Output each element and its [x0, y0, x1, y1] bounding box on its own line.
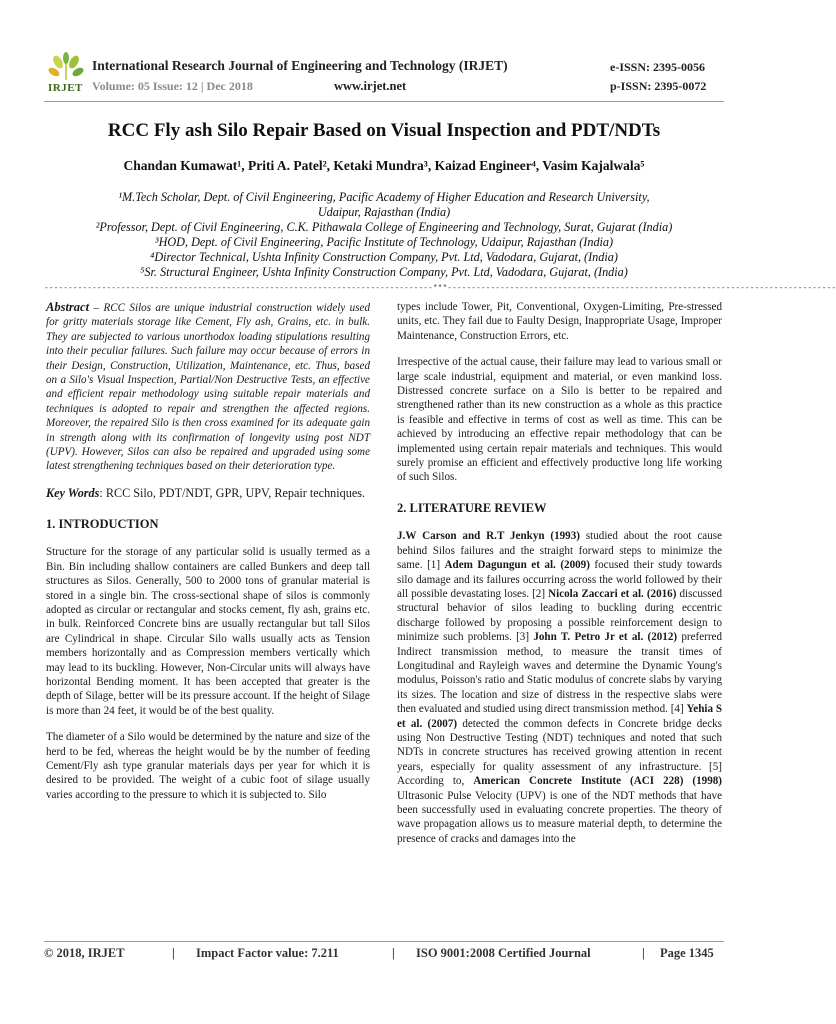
section-separator: ---------------------------------------------------------------------------------***--------------------------------------------------------------------------------- — [44, 284, 836, 293]
footer-copyright: © 2018, IRJET — [44, 946, 125, 960]
left-column — [46, 300, 370, 814]
citation-author: John T. Petro Jr et al. (2012) — [533, 631, 678, 644]
footer-iso: ISO 9001:2008 Certified Journal — [416, 946, 591, 960]
abstract — [46, 300, 370, 474]
affiliation-line: ¹M.Tech Scholar, Dept. of Civil Engineering, Pacific Academy of Higher Education and Research University, — [118, 190, 650, 204]
abstract-label: Abstract — [46, 300, 90, 314]
intro-paragraph: Structure for the storage of any particular solid is usually termed as a Bin. Bin including shallow containers are called Bunkers and deep tall structures as Silos. Generally, 500 to 2000 tons of granular material is stored in a single bin. The cross-sectional shape of silos is commonly adopted as circular or rectangular and stocks cement, fly ash, grains etc. in bulk. Reinforced Concrete bins are usually rectangular but tall Silos are Cylindrical in shape. Circular Silo walls usually acts as Tension members horizontally and as Compression members vertically which may lead to its buckling. However, Non-Circular units will always have horizontal Bending moment. It has been accepted that greater is the depth of Silage, better will be its pressure account. If the height of Silage is more than 24 feet, it would be of the best quality. — [46, 546, 370, 717]
right-column — [397, 300, 722, 858]
citation-author: American Concrete Institute (ACI 228) (1998) — [473, 775, 722, 788]
footer-separator: | — [642, 946, 645, 960]
journal-header — [44, 52, 724, 102]
citation-author: Yehia S et al. (2007) — [397, 703, 722, 730]
logo-text: IRJET — [48, 82, 83, 94]
e-issn: e-ISSN: 2395-0056 — [610, 60, 705, 74]
citation-text: Ultrasonic Pulse Velocity (UPV) is one of the NDT methods that have been successfully used in evaluating concrete properties. The theory of wave propagation allows us to measure material depth, to determine the presence of cracks and damages into the — [397, 789, 722, 845]
citation-text: studied about the root cause behind Silos failures and the straight forward steps to minimize the same. [1] — [397, 530, 723, 572]
intro-paragraph: The diameter of a Silo would be determined by the nature and size of the herd to be fed, whereas the height would be by the number of feeding Cement/Fly ash type granular materials days per year for which it is desired to be provided. The weight of a cubic foot of silage usually varies according to the pressure to which it is subjected to. Silo — [46, 731, 370, 801]
citation-author: Adem Dagungun et al. (2009) — [444, 559, 590, 572]
intro-heading: 1. INTRODUCTION — [46, 516, 159, 531]
literature-heading: 2. LITERATURE REVIEW — [397, 500, 547, 515]
affiliation-line: ⁵Sr. Structural Engineer, Ushta Infinity Construction Company, Pvt. Ltd, Vadodara, Gujarat, (India) — [140, 265, 628, 279]
footer-separator: | — [172, 946, 175, 960]
affiliation-line: ³HOD, Dept. of Civil Engineering, Pacific Institute of Technology, Udaipur, Rajasthan (India) — [154, 235, 614, 249]
paper-title: RCC Fly ash Silo Repair Based on Visual Inspection and PDT/NDTs — [107, 120, 661, 141]
literature-paragraph — [397, 529, 722, 846]
affiliation-line: Udaipur, Rajasthan (India) — [317, 205, 451, 219]
p-issn: p-ISSN: 2395-0072 — [610, 79, 707, 93]
affiliations — [44, 190, 724, 280]
keywords-text: : RCC Silo, PDT/NDT, GPR, UPV, Repair techniques. — [99, 485, 366, 500]
citation-text: preferred Indirect transmission method, to measure the transit times of Longitudinal and Rayleigh waves and determine the Dynamic Young's modulus, Poisson's ratio and Static modulus of concrete slabs by varying its sizes. The location and size of distress in the respective slabs were then evaluated and studied using direct transmission method. [4] — [397, 631, 722, 716]
keywords — [46, 486, 370, 501]
affiliation-line: ²Professor, Dept. of Civil Engineering, C.K. Pithawala College of Engineering and Technology, Surat, Gujarat (India) — [95, 220, 673, 234]
citation-text: discussed structural behavior of silos leading to buckling during eccentric discharge followed by proposing a possible reinforcement design to minimize such problems. [3] — [397, 587, 723, 644]
footer-rule — [44, 941, 724, 942]
journal-name: International Research Journal of Engineering and Technology (IRJET) — [92, 58, 508, 73]
journal-issue: Volume: 05 Issue: 12 | Dec 2018 — [92, 79, 253, 93]
keywords-label: Key Words — [46, 485, 100, 500]
header-rule — [44, 101, 724, 102]
paper-authors: Chandan Kumawat¹, Priti A. Patel², Ketaki Mundra³, Kaizad Engineer⁴, Vasim Kajalwala⁵ — [123, 158, 645, 173]
citation-text: detected the common defects in Concrete bridge decks using Non Destructive Testing (NDT) techniques and noted that such NDTs in concrete structures has received growing attention in recent years, especially for quality assessment of any infrastructure. [5] According to, — [397, 717, 722, 788]
citation-author: J.W Carson and R.T Jenkyn (1993) — [397, 530, 580, 543]
body-paragraph: Irrespective of the actual cause, their failure may lead to various small or large scale industrial, equipment and material, or even mankind loss. Distressed concrete surface on a Silo is better to be repaired and strengthened rather than its new construction as a whole as this practice is feasible and effective in terms of cost as well as time. This can be achieved by introducing an effective repair methodology that can be implemented using certain repair materials and techniques. This would surely promise an efficient and effectively productive long life working of such Silos. — [397, 356, 722, 484]
footer-separator: | — [392, 946, 395, 960]
footer-impact: Impact Factor value: 7.211 — [196, 946, 339, 960]
citation-text: focused their study towards silo damage and its failures occurring across the world followed by their all possible devastating loses. [2] — [397, 559, 722, 600]
footer-page: Page 1345 — [660, 946, 714, 960]
body-paragraph: types include Tower, Pit, Conventional, Oxygen-Limiting, Pre-stressed units, etc. They fail due to Faulty Design, Inappropriate Usage, Improper Maintenance, Construction Errors, etc. — [397, 301, 722, 342]
page-footer — [44, 946, 724, 961]
journal-url[interactable]: www.irjet.net — [334, 79, 407, 93]
citation-author: Nicola Zaccari et al. (2016) — [548, 587, 677, 600]
affiliation-line: ⁴Director Technical, Ushta Infinity Construction Company, Pvt. Ltd, Vadodara, Gujarat, (India) — [150, 250, 618, 264]
abstract-text: – RCC Silos are unique industrial construction widely used for gritty materials storage like Cement, Fly ash, Grains, etc. in bulk. They are subjected to various unorthodox loading stipulations resulting into their peculiar failures. Such failure may occur because of errors in their Design, Construction, Utilization, Maintenance, etc. Thus, based on a Silo's Visual Inspection, Partial/Non Destructive Tests, an effective and efficient repair methodology using suitable repair materials and techniques is adopted to repair and strengthen the affected regions. Moreover, the repaired Silo is then cross examined for its adequate gain in strength along with its confirmation of longevity using post NDT (UPV). However, Silos can also be repaired and upgraded using some latest strengthening techniques based on their deterioration type. — [46, 302, 370, 473]
